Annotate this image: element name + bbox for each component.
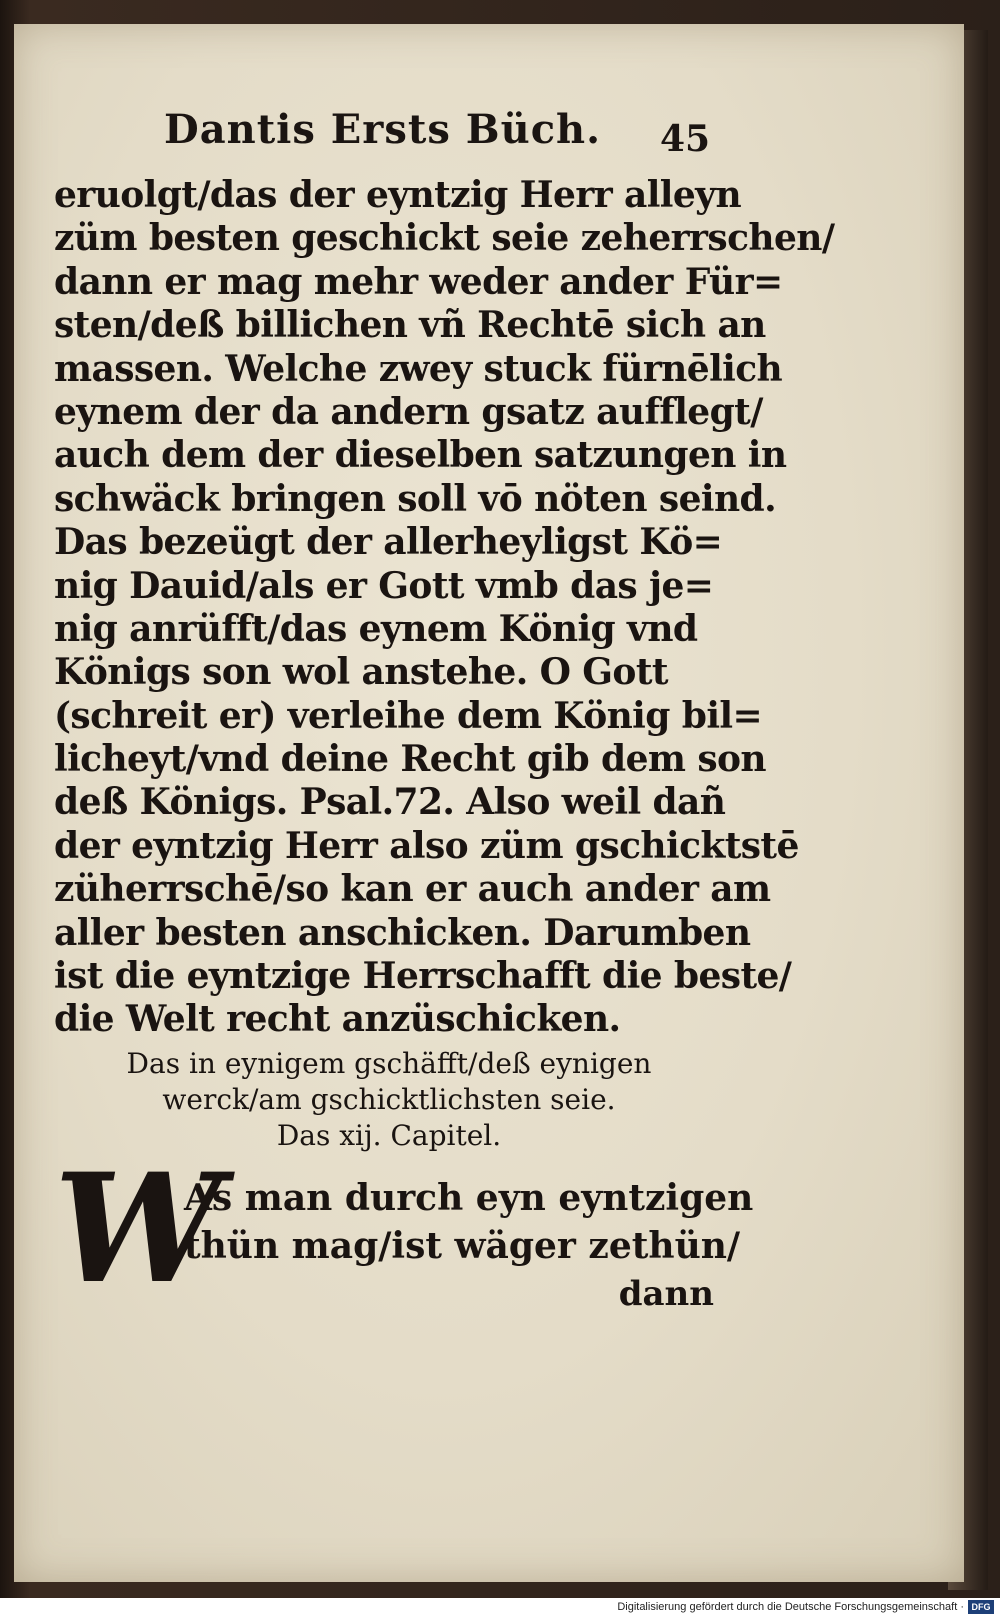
book-page [14,24,964,1582]
decorated-initial-letter: W [54,1141,223,1317]
text-line: züherrschē/so kan er auch ander am [54,868,771,911]
text-line: auch dem der dieselben satzungen in [54,434,787,477]
text-line: aller besten anschicken. Darumben [54,911,751,954]
text-line: thün mag/ist wäger zethün/ [184,1225,741,1267]
text-line: sten/deß billichen vñ Rechtē sich an [54,304,766,347]
digitization-credit: Digitalisierung gefördert durch die Deutsche Forschungsgemeinschaft · [617,1601,964,1613]
text-line: eynem der da andern gsatz aufflegt/ [54,390,763,433]
text-line: Das bezeügt der allerheyligst Kö= [54,521,723,564]
text-line: deß Königs. Psal.72. Also weil dañ [54,781,726,824]
text-line: nig Dauid/als er Gott vmb das je= [54,564,714,607]
body-text-block [54,174,835,1042]
text-line: licheyt/vnd deine Recht gib dem son [54,738,766,781]
text-line: ist die eyntzige Herrschafft die beste/ [54,955,792,998]
dfg-logo: DFG [968,1600,994,1614]
text-line: der eyntzig Herr also züm gschicktstē [54,824,799,867]
text-line: schwäck bringen soll vō nöten seind. [54,477,777,520]
text-line: massen. Welche zwey stuck fürnēlich [54,347,783,390]
text-line: dann er mag mehr weder ander Für= [54,260,783,303]
page-number: 45 [660,118,711,160]
text-line: nig anrüfft/das eynem König vnd [54,607,698,650]
text-line: züm besten geschickt seie zeherrschen/ [54,217,835,260]
text-line: eruolgt/das der eyntzig Herr alleyn [54,174,742,216]
chapter-heading-line: Das in eynigem gschäfft/deß eynigen [126,1047,652,1080]
chapter-heading-line: werck/am gschicktlichsten seie. [162,1083,616,1116]
catchword: dann [618,1274,714,1314]
text-line: As man durch eyn eyntzigen [184,1177,754,1219]
text-line: (schreit er) verleihe dem König bil= [54,694,763,737]
text-line: Königs son wol anstehe. O Gott [54,651,668,694]
text-line: die Welt recht anzüschicken. [54,998,621,1041]
running-head: Dantis Ersts Büch. [164,106,602,153]
chapter-text-block [184,1174,754,1270]
decorated-initial [54,1141,223,1317]
chapter-heading [54,1046,724,1154]
chapter-number: Das xij. Capitel. [276,1119,502,1152]
